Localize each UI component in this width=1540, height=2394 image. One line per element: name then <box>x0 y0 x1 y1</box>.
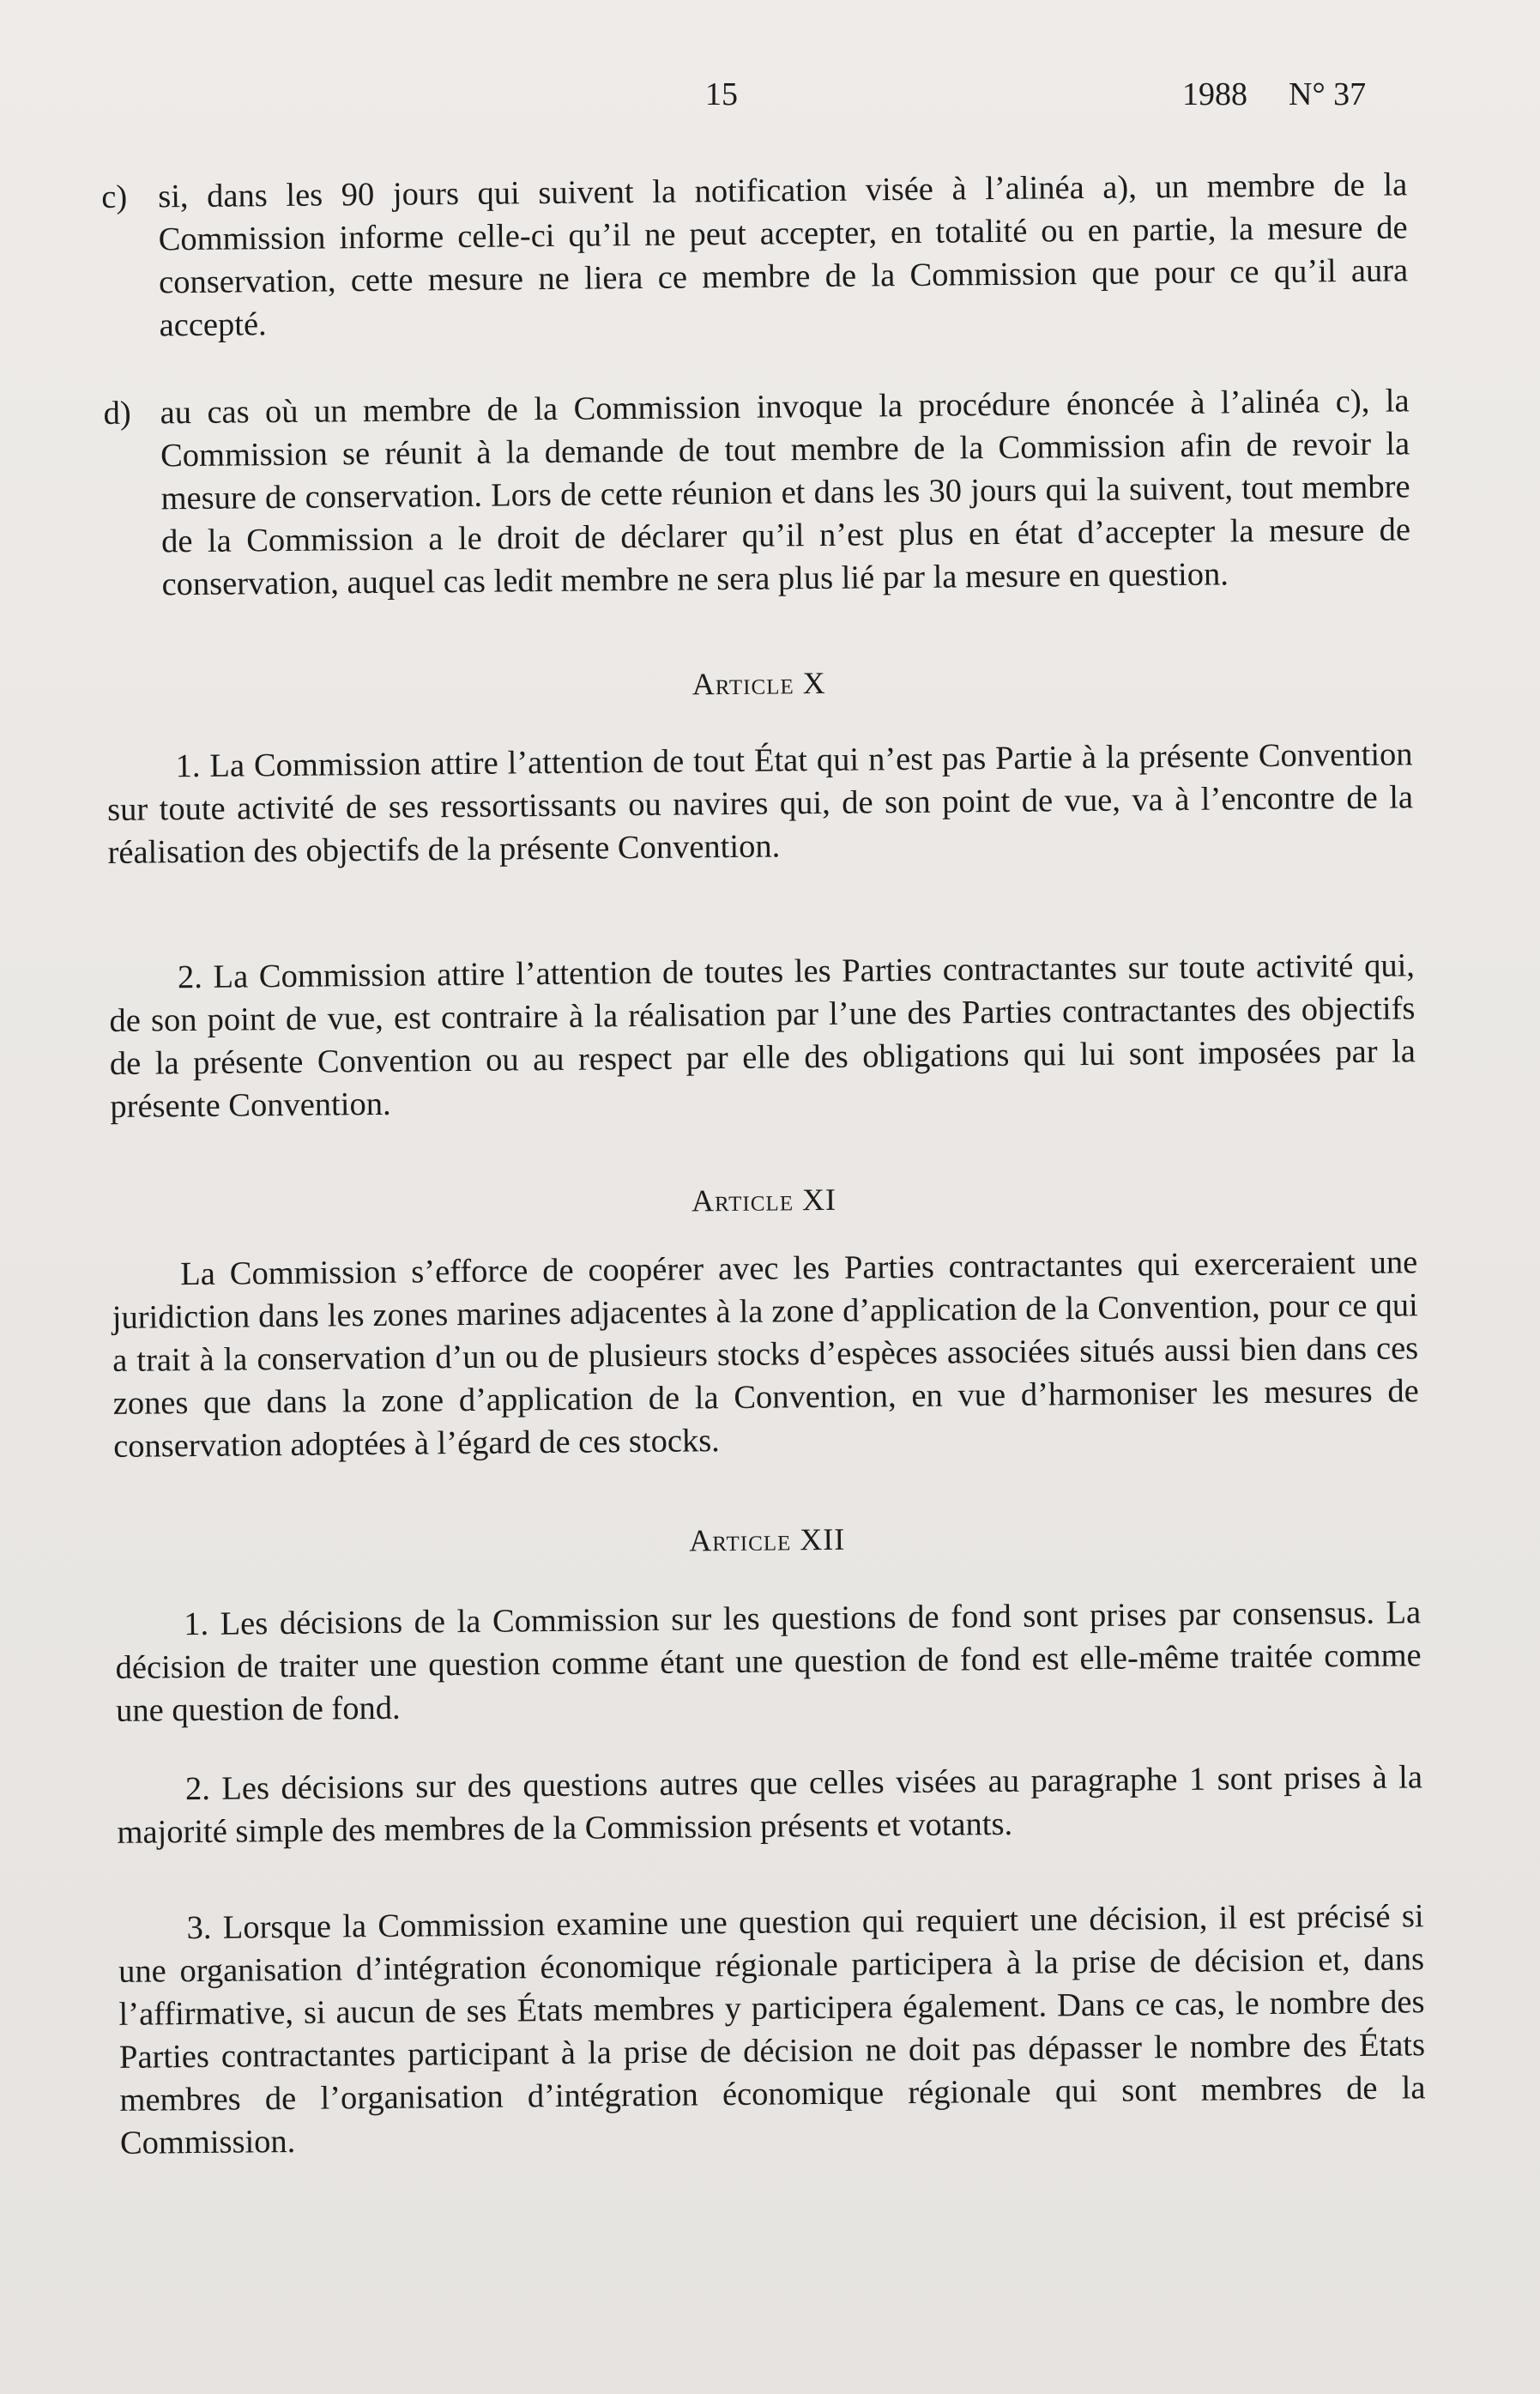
article-x-paragraph-1: 1. La Commission attire l’attention de tout État qui n’est pas Partie à la présente Convention sur toute activité de ses ressortissants ou navires qui, de son point de vue, va à l’encontre de la réalisation des objectifs de la présente Convention. <box>106 736 1414 871</box>
list-item-c <box>101 163 1409 348</box>
list-item-d <box>103 379 1410 607</box>
item-text: si, dans les 90 jours qui suivent la notification visée à l’alinéa a), un membre de la Commission informe celle-ci qu’il ne peut accepter, en totalité ou en partie, la mesure de conservation, cette mesure ne liera ce membre de la Commission que pour ce qu’il aura accepté. <box>158 166 1409 344</box>
publication-year: 1988 <box>1182 76 1247 112</box>
item-label: c) <box>101 178 128 215</box>
item-text: au cas où un membre de la Commission invoque la procédure énoncée à l’alinéa c), la Commission se réunit à la demande de tout membre de la Commission afin de revoir la mesure de conservation. Lors de cette réunion et dans les 30 jours qui la suivent, tout membre de la Commission a le droit de déclarer qu’il n’est plus en état d’accepter la mesure de conservation, auquel cas ledit membre ne sera plus lié par la mesure en question. <box>160 383 1411 603</box>
article-xii-paragraph-2: 2. Les décisions sur des questions autres que celles visées au paragraphe 1 sont prises à la majorité simple des membres de la Commission présents et votants. <box>117 1759 1423 1851</box>
page-number: 15 <box>705 76 738 112</box>
document-body <box>101 163 1426 2165</box>
article-xii-paragraph-3: 3. Lorsque la Commission examine une question qui requiert une décision, il est précisé si une organisation d’intégration économique régionale participera à la prise de décision et, dans l’affirmative, si aucun de ses États membres y participera également. Dans ce cas, le nombre des Parties contractantes participant à la prise de décision ne doit pas dépasser le nombre des États membres de l’organisation d’intégration économique régionale qui sont membres de la Commission. <box>118 1898 1426 2161</box>
page-header <box>0 76 1540 127</box>
article-x-paragraph-2: 2. La Commission attire l’attention de toutes les Parties contractantes sur toute activité qui, de son point de vue, est contraire à la réalisation par l’une des Parties contractantes des objectifs de la présente Convention ou au respect par elle des obligations qui lui sont imposées par la présente Convention. <box>109 947 1416 1125</box>
article-xii-paragraph-1: 1. Les décisions de la Commission sur les questions de fond sont prises par consensus. La décision de traiter une question comme étant une question de fond est elle-même traitée comme une question de fond. <box>115 1594 1422 1729</box>
article-x-heading: Article X <box>691 665 826 702</box>
article-xi-heading: Article XI <box>691 1182 837 1218</box>
article-xii-heading: Article XII <box>689 1521 846 1558</box>
article-xi-paragraph-1: La Commission s’efforce de coopérer avec les Parties contractantes qui exerceraient une juridiction dans les zones marines adjacentes à la zone d’application de la Convention, pour ce qui a trait à la conservation d’un ou de plusieurs stocks d’espèces associées situés aussi bien dans ces zones que dans la zone d’application de la Convention, en vue d’harmoniser les mesures de conservation adoptées à l’égard de ces stocks. <box>112 1244 1419 1465</box>
item-label: d) <box>103 395 131 432</box>
issue-number: N° 37 <box>1289 76 1367 112</box>
